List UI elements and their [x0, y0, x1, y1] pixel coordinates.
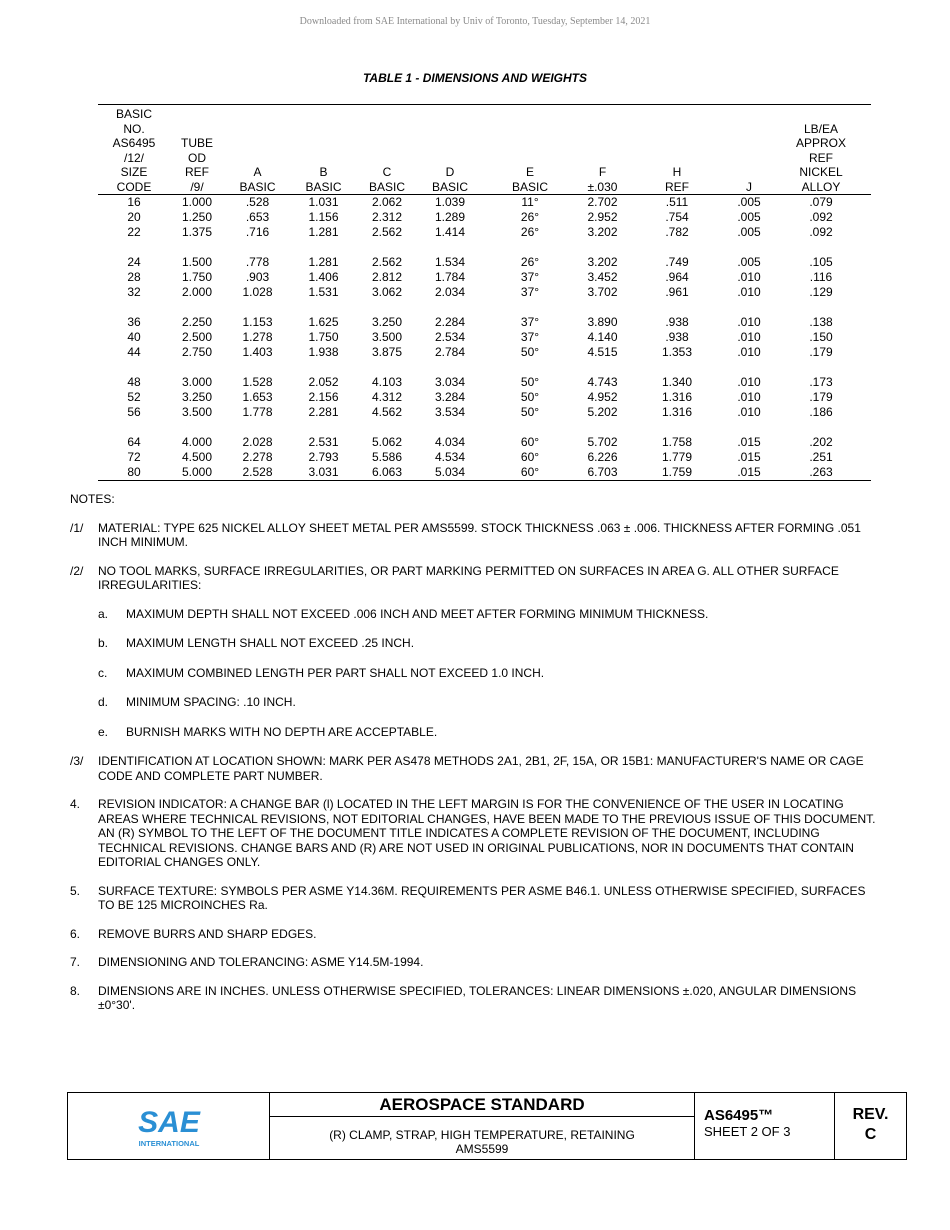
table-cell: 6.226 [587, 450, 618, 464]
header-line: ±.030 [587, 179, 618, 194]
table-cell: 3.284 [434, 390, 466, 404]
note-text: REMOVE BURRS AND SHARP EDGES. [98, 926, 317, 941]
table-cell: .778 [245, 255, 270, 269]
header-tube-od [170, 105, 224, 195]
note-text: DIMENSIONS ARE IN INCHES. UNLESS OTHERWISE SPECIFIED, TOLERANCES: LINEAR DIMENSIONS ±.020, ANGULAR DIMENSIONS ±0°30'. [98, 983, 857, 1012]
table-cell: 2.534 [434, 330, 466, 344]
table-cell: 1.653 [242, 390, 273, 404]
note-text: SURFACE TEXTURE: SYMBOLS PER ASME Y14.36M. REQUIREMENTS PER ASME B46.1. UNLESS OTHERWISE SPECIFIED, SURFACES TO BE 125 MICROINCHES Ra. [98, 883, 866, 912]
table-row [98, 270, 871, 285]
table-cell: 2.034 [434, 285, 466, 299]
table-cell: 64 [127, 435, 141, 449]
table-cell: 4.500 [181, 450, 213, 464]
table-cell: 3.202 [587, 225, 618, 239]
subnote-text: BURNISH MARKS WITH NO DEPTH ARE ACCEPTABLE. [126, 724, 438, 739]
table-cell: 3.000 [181, 375, 213, 389]
table-cell: .202 [809, 435, 833, 449]
table-cell: 1.938 [308, 345, 339, 359]
table-cell: .251 [809, 450, 833, 464]
table-cell: 44 [127, 345, 141, 359]
table-cell: 1.028 [242, 285, 273, 299]
sheet-number: SHEET 2 OF 3 [704, 1124, 791, 1139]
header-line: APPROX [795, 136, 846, 150]
table-cell: 1.625 [308, 315, 339, 329]
table-cell: 32 [127, 285, 141, 299]
table-cell: 2.531 [308, 435, 339, 449]
document-description: (R) CLAMP, STRAP, HIGH TEMPERATURE, RETAINING [329, 1128, 635, 1142]
table-row [98, 450, 871, 465]
table-cell: 3.031 [291, 465, 356, 481]
subnote-letter: c. [98, 665, 108, 680]
revision-label: REV. [852, 1106, 889, 1123]
subnote-letter: d. [98, 695, 109, 709]
table-cell: .116 [809, 270, 833, 284]
material-spec: AMS5599 [455, 1142, 509, 1156]
table-cell: .010 [737, 315, 761, 329]
table-cell: 5.202 [587, 405, 618, 419]
table-cell: .005 [737, 195, 761, 209]
table-cell: 60° [520, 450, 540, 464]
table-cell: 2.062 [371, 195, 403, 209]
note-2b [98, 636, 880, 651]
sae-logo-cell [68, 1093, 270, 1159]
table-row [98, 405, 871, 420]
table-cell: 3.202 [587, 255, 618, 269]
group-spacer [98, 240, 871, 255]
table-cell: 6.703 [578, 465, 627, 481]
table-cell: 2.793 [308, 450, 339, 464]
header-line: C [382, 165, 392, 179]
header-basic-no [98, 105, 170, 195]
table-body [98, 195, 871, 481]
table-cell: 1.784 [434, 270, 466, 284]
header-line: BASIC [511, 179, 548, 194]
header-line: LB/EA [803, 121, 839, 136]
table-cell: .938 [665, 330, 689, 344]
table-cell: 3.534 [434, 405, 466, 419]
group-spacer [98, 360, 871, 375]
header-line: D [445, 165, 455, 179]
table-cell: 4.562 [371, 405, 403, 419]
table-cell: .129 [809, 285, 833, 299]
table-cell: 1.316 [661, 405, 693, 419]
notes-heading: NOTES: [70, 492, 115, 506]
header-line: NO. [123, 121, 145, 136]
table-cell: 1.153 [242, 315, 273, 329]
table-cell: .005 [737, 210, 761, 224]
table-cell: 3.500 [181, 405, 213, 419]
header-line: BASIC [239, 179, 276, 194]
header-lb-ea [771, 105, 871, 195]
table-cell: 2.562 [371, 225, 403, 239]
header-b [291, 105, 356, 195]
table-cell: 5.586 [371, 450, 403, 464]
table-cell: .079 [809, 195, 833, 209]
table-cell: 1.278 [242, 330, 273, 344]
table-cell: 6.063 [356, 465, 418, 481]
header-line: REF [665, 179, 689, 194]
note-number: 6. [70, 926, 81, 941]
table-cell: 60° [482, 465, 578, 481]
table-cell: 4.034 [434, 435, 466, 449]
table-cell: 52 [127, 390, 141, 404]
table-cell: .653 [245, 210, 270, 224]
table-cell: .754 [665, 210, 689, 224]
table-cell: 1.156 [308, 210, 339, 224]
table-cell: 3.890 [587, 315, 618, 329]
table-cell: 72 [127, 450, 141, 464]
table-cell: 50° [520, 405, 540, 419]
subnote-text: MAXIMUM DEPTH SHALL NOT EXCEED .006 INCH AND MEET AFTER FORMING MINIMUM THICKNESS. [126, 606, 709, 621]
note-text: IDENTIFICATION AT LOCATION SHOWN: MARK PER AS478 METHODS 2A1, 2B1, 2F, 15A, OR 15B1: MANUFACTURER'S NAME OR CAGE CODE AND COMPLETE PART NUMBER. [98, 754, 864, 783]
spacer-cell [98, 360, 871, 375]
table-row [98, 345, 871, 360]
table-cell: 2.284 [434, 315, 466, 329]
header-line: BASIC [305, 179, 342, 194]
table-header-row [98, 105, 871, 195]
header-line: REF [809, 150, 833, 165]
table-cell: 1.316 [661, 390, 693, 404]
table-cell: .716 [245, 225, 270, 239]
note-number: /1/ [70, 520, 84, 535]
table-cell: .150 [809, 330, 833, 344]
table-cell: 5.702 [587, 435, 618, 449]
table-cell: 1.039 [434, 195, 466, 209]
table-cell: 1.031 [308, 195, 339, 209]
spacer-cell [98, 420, 871, 435]
table-cell: 5.034 [418, 465, 482, 481]
table-cell: .010 [737, 405, 761, 419]
table-cell: 1.750 [181, 270, 213, 284]
dimensions-table [98, 104, 871, 481]
table-cell: .186 [809, 405, 833, 419]
table-row [98, 255, 871, 270]
table-cell: 5.000 [170, 465, 224, 481]
table-cell: 2.562 [371, 255, 403, 269]
table-cell: 37° [520, 315, 540, 329]
header-line: CODE [116, 179, 152, 194]
title-block-middle [270, 1093, 695, 1159]
spacer-cell [98, 300, 871, 315]
note-6 [70, 927, 880, 942]
header-e [482, 105, 578, 195]
table-cell: 1.406 [308, 270, 339, 284]
table-row [98, 435, 871, 450]
title-block [67, 1092, 907, 1160]
doc-number-cell [695, 1093, 835, 1159]
table-cell: 26° [520, 210, 540, 224]
table-cell: 4.515 [587, 345, 618, 359]
header-line: BASIC [368, 179, 405, 194]
table-cell: 3.250 [371, 315, 403, 329]
note-number: /3/ [70, 754, 84, 768]
subnote-text: MAXIMUM LENGTH SHALL NOT EXCEED .25 INCH. [126, 636, 415, 650]
header-line: NICKEL [799, 165, 843, 179]
sae-international-logo [124, 1104, 214, 1148]
table-cell: 37° [520, 285, 540, 299]
revision-value: C [864, 1126, 877, 1143]
header-line: B [319, 165, 328, 179]
table-row [98, 330, 871, 345]
note-1 [70, 521, 880, 550]
table-cell: .010 [737, 345, 761, 359]
header-a [224, 105, 291, 195]
table-cell: 4.952 [587, 390, 618, 404]
table-cell: 1.500 [181, 255, 213, 269]
table-cell: 1.250 [181, 210, 213, 224]
header-line: OD [188, 150, 206, 165]
table-cell: 3.875 [371, 345, 403, 359]
table-cell: 1.340 [661, 375, 693, 389]
subnote-text: MAXIMUM COMBINED LENGTH PER PART SHALL NOT EXCEED 1.0 INCH. [126, 665, 545, 680]
table-cell: 80 [98, 465, 170, 481]
header-line: /12/ [123, 150, 144, 165]
header-line: F [598, 165, 607, 179]
table-cell: 4.000 [181, 435, 213, 449]
header-c [356, 105, 418, 195]
group-spacer [98, 300, 871, 315]
table-cell: 3.034 [434, 375, 466, 389]
revision-cell [835, 1093, 906, 1159]
table-cell: .179 [809, 345, 833, 359]
table-cell: .015 [737, 450, 761, 464]
table-cell: 24 [127, 255, 141, 269]
table-row [98, 210, 871, 225]
table-cell: 26° [520, 225, 540, 239]
table-row [98, 315, 871, 330]
table-cell: 2.278 [242, 450, 273, 464]
table-cell: 37° [520, 330, 540, 344]
table-cell: 2.702 [587, 195, 618, 209]
table-cell: .092 [809, 225, 833, 239]
header-line: /9/ [190, 179, 204, 194]
header-line: REF [185, 165, 209, 179]
header-d [418, 105, 482, 195]
table-cell: 2.281 [308, 405, 339, 419]
table-row [98, 195, 871, 211]
note-2d [98, 695, 880, 710]
table-row [98, 225, 871, 240]
table-cell: 26° [520, 255, 540, 269]
table-cell: 48 [127, 375, 141, 389]
table-cell: 3.500 [371, 330, 403, 344]
note-2c [98, 666, 880, 681]
note-number: 7. [70, 955, 81, 969]
header-line: H [672, 165, 682, 179]
table-cell: 1.403 [242, 345, 273, 359]
table-cell: 1.414 [434, 225, 466, 239]
table-cell: 60° [520, 435, 540, 449]
header-line: ALLOY [801, 179, 841, 194]
table-row [98, 390, 871, 405]
table-cell: 2.500 [181, 330, 213, 344]
table-row [98, 375, 871, 390]
note-text: NO TOOL MARKS, SURFACE IRREGULARITIES, OR PART MARKING PERMITTED ON SURFACES IN AREA G. ALL OTHER SURFACE IRREGULARITIES: [98, 563, 839, 592]
subnote-letter: b. [98, 636, 109, 650]
note-5 [70, 884, 880, 913]
table-cell: 4.312 [371, 390, 403, 404]
header-f [578, 105, 627, 195]
table-cell: 50° [520, 345, 540, 359]
table-cell: 3.062 [371, 285, 403, 299]
table-cell: 56 [127, 405, 141, 419]
table-cell: .173 [809, 375, 833, 389]
table-cell: 1.750 [308, 330, 339, 344]
table-cell: .528 [245, 195, 270, 209]
table-cell: 4.534 [434, 450, 466, 464]
header-line: TUBE [180, 136, 213, 150]
table-cell: 1.779 [661, 450, 693, 464]
table-cell: .782 [665, 225, 689, 239]
document-title [270, 1117, 694, 1159]
table-cell: 37° [520, 270, 540, 284]
standard-type: AEROSPACE STANDARD [270, 1093, 694, 1117]
spacer-cell [98, 240, 871, 255]
table-cell: 50° [520, 390, 540, 404]
subnote-letter: e. [98, 724, 109, 739]
table-cell: .903 [245, 270, 270, 284]
table-cell: 1.758 [661, 435, 693, 449]
table-cell: 1.528 [242, 375, 273, 389]
table-cell: .010 [737, 375, 761, 389]
note-text: MATERIAL: TYPE 625 NICKEL ALLOY SHEET METAL PER AMS5599. STOCK THICKNESS .063 ± .006. THICKNESS AFTER FORMING .051 INCH MINIMUM. [98, 520, 861, 549]
note-8 [70, 984, 880, 1013]
table-cell: 2.156 [308, 390, 339, 404]
table-cell: .105 [809, 255, 833, 269]
table-cell: .938 [665, 315, 689, 329]
table-cell: 2.000 [181, 285, 213, 299]
table-cell: .015 [727, 465, 771, 481]
table-cell: 1.531 [308, 285, 339, 299]
note-number: 5. [70, 883, 81, 898]
table-cell: 2.528 [224, 465, 291, 481]
table-cell: 11° [521, 195, 539, 209]
table-cell: .263 [771, 465, 871, 481]
table-cell: 40 [127, 330, 141, 344]
table-cell: 2.250 [181, 315, 213, 329]
table-cell: 2.028 [242, 435, 273, 449]
download-watermark: Downloaded from SAE International by Univ of Toronto, Tuesday, September 14, 2021 [299, 16, 651, 27]
table-cell: .005 [737, 225, 761, 239]
note-text: DIMENSIONING AND TOLERANCING: ASME Y14.5M-1994. [98, 955, 424, 969]
notes-section [70, 492, 880, 1027]
table-cell: .511 [665, 195, 689, 209]
table-row [98, 465, 871, 481]
header-line: A [253, 165, 262, 179]
table-cell: 1.281 [308, 225, 339, 239]
header-line: E [525, 165, 534, 179]
table-cell: 2.952 [587, 210, 618, 224]
table-cell: .138 [809, 315, 833, 329]
table-cell: 2.784 [434, 345, 466, 359]
note-number: 8. [70, 983, 81, 998]
table-cell: 1.534 [434, 255, 466, 269]
table-cell: 2.312 [371, 210, 403, 224]
table-cell: .010 [737, 285, 761, 299]
table-cell: 5.062 [371, 435, 403, 449]
header-h [627, 105, 727, 195]
note-2 [70, 564, 880, 593]
table-cell: .015 [737, 435, 761, 449]
table-cell: 3.452 [587, 270, 618, 284]
table-cell: .092 [809, 210, 833, 224]
table-cell: 1.281 [308, 255, 339, 269]
note-text: REVISION INDICATOR: A CHANGE BAR (l) LOCATED IN THE LEFT MARGIN IS FOR THE CONVENIENCE OF THE USER IN LOCATING AREAS WHERE TECHNICAL REVISIONS, NOT EDITORIAL CHANGES, HAVE BEEN MADE TO THE PREVIOUS ISSUE OF THIS DOCUMENT. AN (R) SYMBOL TO THE LEFT OF THE DOCUMENT TITLE INDICATES A COMPLETE REVISION OF THE DOCUMENT, INCLUDING TECHNICAL REVISIONS. CHANGE BARS AND (R) ARE NOT USED IN ORIGINAL PUBLICATIONS, NOR IN DOCUMENTS THAT CONTAIN EDITORIAL CHANGES ONLY. [98, 797, 876, 869]
table-cell: .010 [737, 390, 761, 404]
note-number: /2/ [70, 563, 84, 578]
table-cell: .010 [737, 330, 761, 344]
table-cell: 1.778 [242, 405, 273, 419]
header-line: BASIC [431, 179, 468, 194]
table-cell: .179 [809, 390, 833, 404]
header-line: BASIC [115, 107, 152, 121]
table-title: TABLE 1 - DIMENSIONS AND WEIGHTS [362, 71, 587, 85]
table-cell: 28 [127, 270, 141, 284]
table-cell: 1.289 [434, 210, 466, 224]
table-cell: 1.759 [627, 465, 727, 481]
table-cell: 4.140 [587, 330, 618, 344]
document-number: AS6495™ [704, 1107, 774, 1124]
note-2a [98, 607, 880, 622]
table-cell: .961 [665, 285, 689, 299]
table-cell: 20 [127, 210, 141, 224]
table-cell: 36 [127, 315, 141, 329]
table-cell: 1.000 [181, 195, 213, 209]
table-cell: 1.375 [181, 225, 213, 239]
table-cell: 2.812 [371, 270, 403, 284]
subnote-text: MINIMUM SPACING: .10 INCH. [126, 695, 296, 709]
note-7 [70, 955, 880, 970]
table-cell: 4.103 [371, 375, 403, 389]
table-cell: 16 [127, 195, 141, 209]
table-cell: .010 [737, 270, 761, 284]
table-cell: 22 [127, 225, 141, 239]
group-spacer [98, 420, 871, 435]
note-2e [98, 725, 880, 740]
table-cell: .964 [665, 270, 689, 284]
subnote-letter: a. [98, 606, 109, 621]
header-line: AS6495 [112, 136, 156, 150]
note-4 [70, 797, 880, 870]
table-cell: .749 [665, 255, 689, 269]
note-number: 4. [70, 797, 81, 811]
table-cell: .005 [737, 255, 761, 269]
table-cell: 3.250 [181, 390, 213, 404]
table-cell: 2.750 [181, 345, 213, 359]
sae-logo-subtext: INTERNATIONAL [138, 1139, 199, 1148]
header-line: SIZE [120, 165, 148, 179]
table-row [98, 285, 871, 300]
note-3 [70, 754, 880, 783]
sae-logo-text: SAE [137, 1106, 200, 1139]
table-cell: 2.052 [308, 375, 339, 389]
header-j: J [727, 105, 771, 195]
table-cell: 4.743 [587, 375, 618, 389]
table-cell: 50° [520, 375, 540, 389]
table-cell: 3.702 [587, 285, 618, 299]
table-cell: 1.353 [661, 345, 693, 359]
